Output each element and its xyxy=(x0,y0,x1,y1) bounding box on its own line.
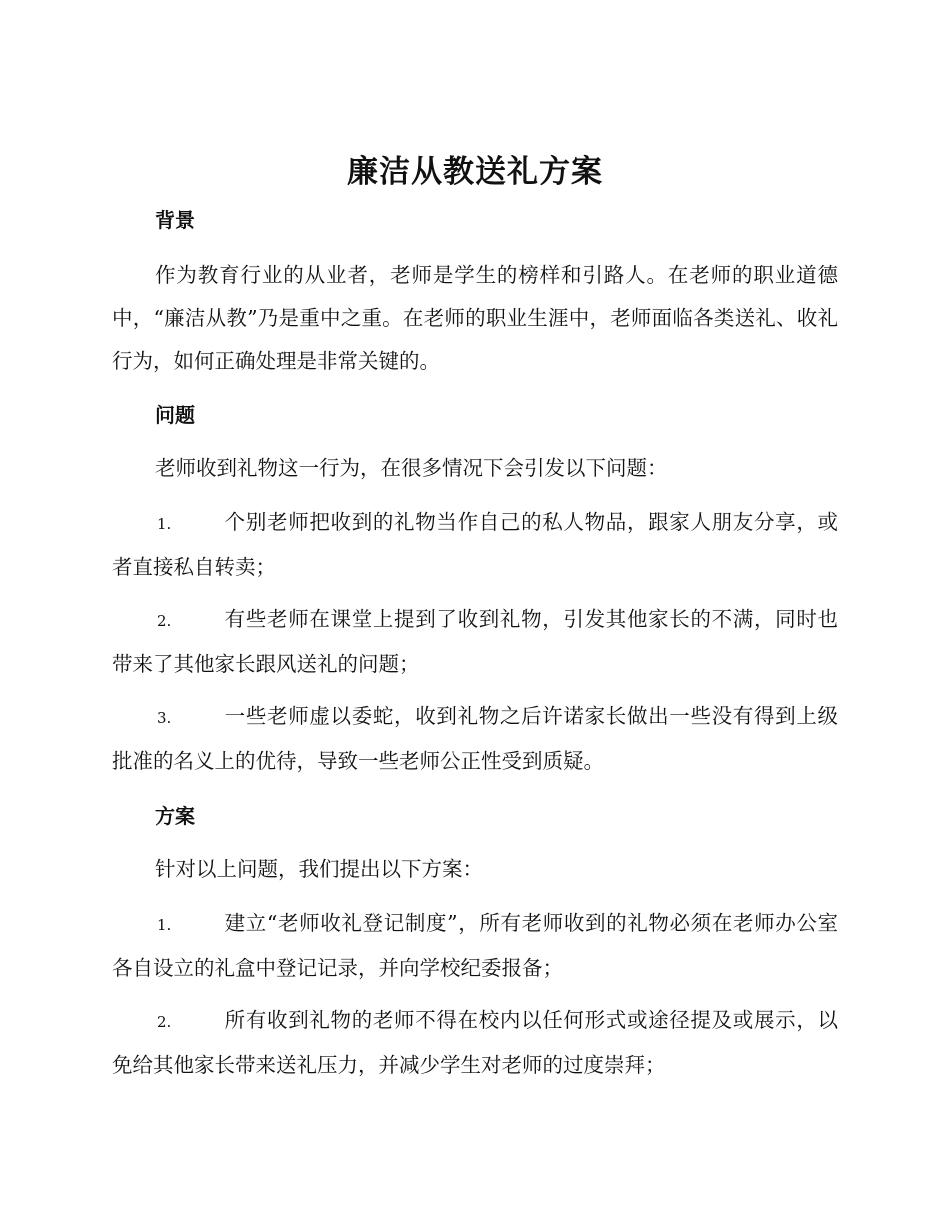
list-number: 2. xyxy=(157,612,172,630)
plan-item-1 xyxy=(112,902,838,990)
list-number: 3. xyxy=(157,709,172,727)
section-heading-plan: 方案 xyxy=(155,804,195,828)
plan-item-2 xyxy=(112,999,838,1087)
plan-intro: 针对以上问题，我们提出以下方案： xyxy=(155,857,483,881)
list-number: 1. xyxy=(157,515,172,533)
list-item-text: 个别老师把收到的礼物当作自己的私人物品，跟家人朋友分享，或者直接私自转卖； xyxy=(112,510,838,579)
problem-item-3 xyxy=(112,695,838,783)
section-heading-problems: 问题 xyxy=(155,403,195,427)
document-title: 廉洁从教送礼方案 xyxy=(347,154,603,190)
background-paragraph: 作为教育行业的从业者，老师是学生的榜样和引路人。在老师的职业道德中，“廉洁从教”乃是重中之重。在老师的职业生涯中，老师面临各类送礼、收礼行为，如何正确处理是非常关键的。 xyxy=(112,263,838,373)
list-item-text: 所有收到礼物的老师不得在校内以任何形式或途径提及或展示，以免给其他家长带来送礼压力，并减少学生对老师的过度崇拜； xyxy=(112,1008,838,1077)
list-item-text: 一些老师虚以委蛇，收到礼物之后许诺家长做出一些没有得到上级批准的名义上的优待，导致一些老师公正性受到质疑。 xyxy=(112,704,838,773)
list-item-text: 建立“老师收礼登记制度”，所有老师收到的礼物必须在老师办公室各自设立的礼盒中登记记录，并向学校纪委报备； xyxy=(112,911,838,980)
section-heading-background: 背景 xyxy=(155,208,195,232)
problem-item-1 xyxy=(112,501,838,589)
list-item-text: 有些老师在课堂上提到了收到礼物，引发其他家长的不满，同时也带来了其他家长跟风送礼的问题； xyxy=(112,607,838,676)
problems-intro: 老师收到礼物这一行为，在很多情况下会引发以下问题： xyxy=(155,456,668,480)
problem-item-2 xyxy=(112,598,838,686)
list-number: 2. xyxy=(157,1013,172,1031)
list-number: 1. xyxy=(157,916,172,934)
